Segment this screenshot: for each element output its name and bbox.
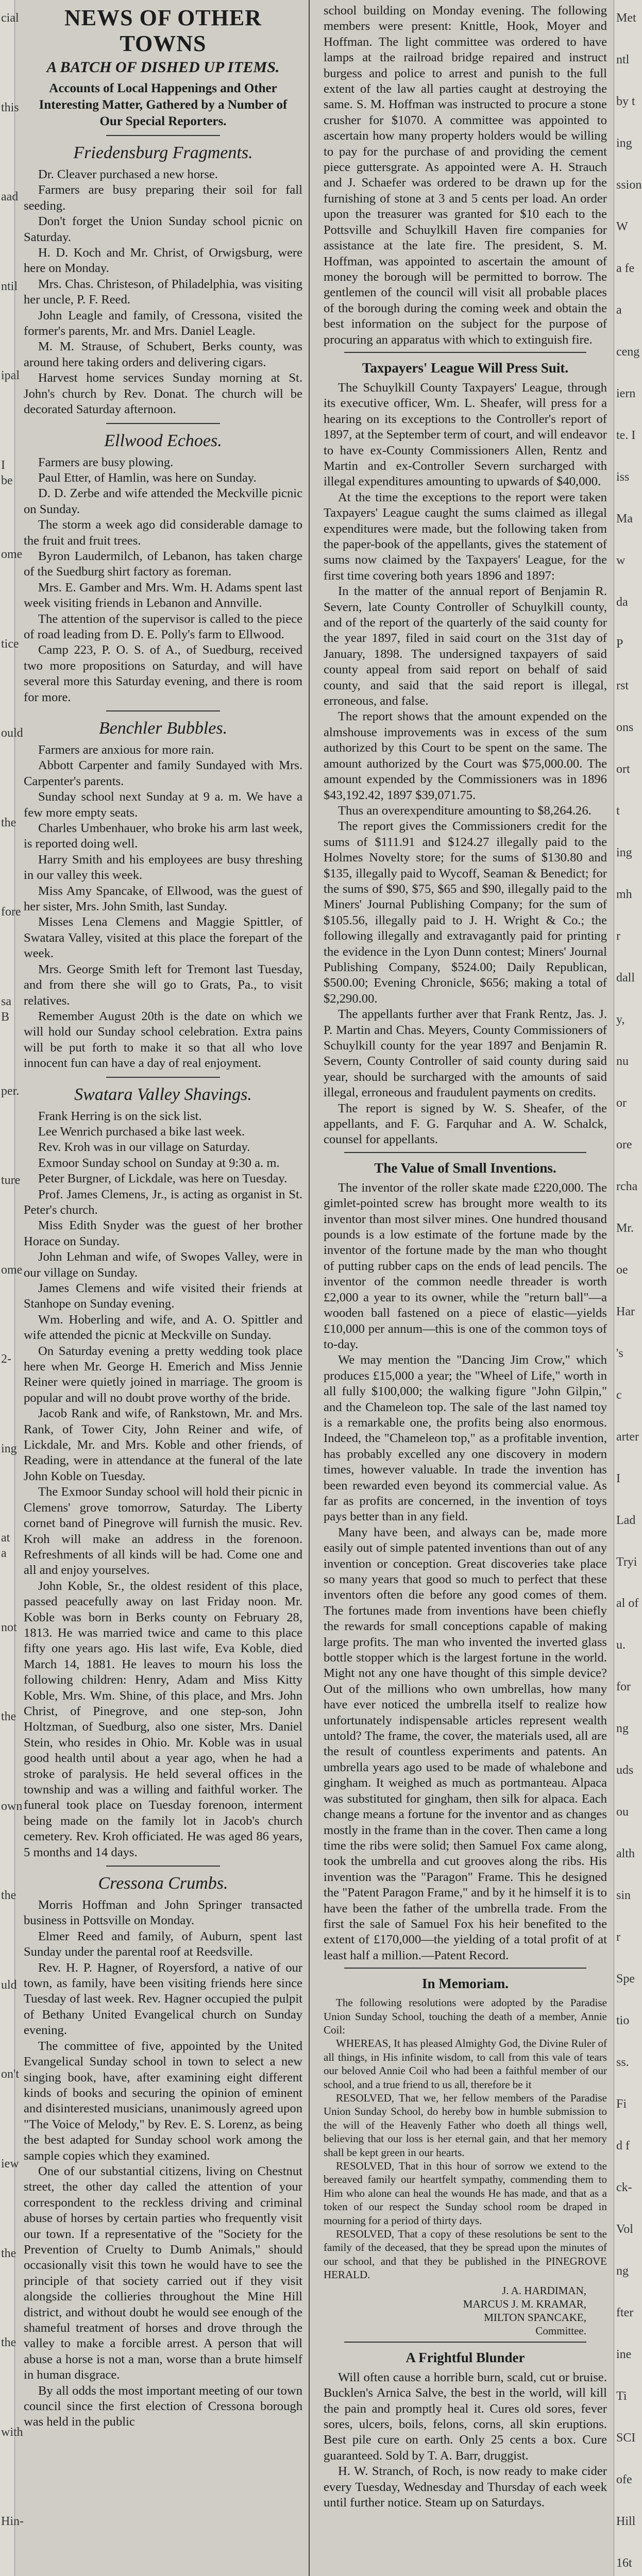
news-item: Harry Smith and his employees are busy threshing in our valley this week.	[24, 852, 302, 883]
news-item: Frank Herring is on the sick list.	[38, 1109, 202, 1123]
news-item: RESOLVED, That in this hour of sorrow we extend to the bereaved family our heartfelt sympathy, commending them to Him who alone can heal the wounds He has made, and that as a token of our respect the Sunday school room be draped in mourning for a period of thirty days.	[324, 2160, 607, 2227]
margin-fragment: Hill	[616, 2515, 636, 2528]
news-item: RESOLVED, That a copy of these resolutions be sent to the family of the deceased, that they be spread upon the minutes of our school, and that they be published in the PINEGROVE HERALD.	[324, 2228, 607, 2281]
right-margin-strip	[614, 0, 642, 2576]
section-title: Friedensburg Fragments.	[73, 143, 253, 162]
margin-fragment: Met	[616, 11, 636, 25]
margin-fragment: or	[616, 1096, 627, 1110]
margin-fragment: te. I	[616, 429, 636, 442]
section-title: Ellwood Echoes.	[104, 431, 222, 450]
news-item: Charles Umbenhauer, who broke his arm last week, is reported doing well.	[24, 821, 302, 851]
margin-fragment: Ma	[616, 512, 633, 526]
news-item: Rev. H. P. Hagner, of Royersford, a native of our town, as family, have been visiting friends here since Tuesday of last week. Rev. Hagner occupied the pulpit of Bethany United Evangelical church on Sunday evening.	[24, 1960, 302, 2038]
margin-fragment: own	[1, 1800, 23, 1813]
margin-fragment: a fe	[616, 262, 635, 275]
news-item: On Saturday evening a pretty wedding took place here when Mr. George H. Emerich and Miss Jennie Reiner were quietly joined in marriage. The groom is popular and will no doubt prove worthy of the bride.	[24, 1344, 302, 1405]
margin-fragment: uld	[1, 1978, 17, 1992]
news-item: The following resolutions were adopted by the Paradise Union Sunday School, touching the death of a member, Annie Coil:	[324, 1996, 607, 2036]
margin-fragment: for	[616, 1680, 631, 1693]
news-item: By all odds the most important meeting of our town council since the first election of Cressona borough was held in the public	[24, 2383, 302, 2429]
continued-paragraph: school building on Monday evening. The following members were present: Knittle, Hook, Moyer and Hoffman. The light committee was ordered to have lamps at the railroad bridge repaired and instruct burgess and police to arrest and punish to the full extent of the law all parties caught at destroying the same. S. M. Hoffman was instructed to procure a stone crusher for $1070. A committee was appointed to ascertain how many property holders would be willing to pay for the purchase of and providing the cement piece guttersgrate. As appointed were A. H. Strauch and J. Schaefer was ordered to be drawn up for the furnishing of stone at 3 and 5 cents per load. An order upon the treasurer was granted for $10 each to the Pottsville and Schuylkill Haven fire companies for assistance at the late fire. The president, S. M. Hoffman, was appointed to ascertain the amount of money the borough will be permitted to borrow. The gentlemen of the council will visit all probable places of the borough during the coming week and obtain the best information on the subject for the purpose of procuring an apparatus with which to extinguish fire.	[324, 4, 607, 347]
margin-fragment: by t	[616, 95, 635, 108]
margin-fragment: Mr.	[616, 1222, 634, 1235]
news-item: John Leagle and family, of Cressona, visited the former's parents, Mr. and Mrs. Daniel Leagle.	[24, 308, 302, 338]
masthead-title: NEWS OF OTHER TOWNS	[64, 5, 262, 56]
margin-fragment: ould	[1, 726, 23, 740]
divider	[106, 710, 220, 711]
margin-fragment: arter	[616, 1430, 639, 1444]
margin-fragment: tio	[616, 2014, 630, 2027]
divider	[106, 135, 220, 136]
masthead-subhead: A BATCH OF DISHED UP ITEMS.	[46, 59, 280, 76]
section-cressona	[24, 1874, 302, 2430]
divider	[106, 1077, 220, 1078]
news-item: Sunday school next Sunday at 9 a. m. We have a few more empty seats.	[24, 790, 302, 820]
margin-fragment: al of	[616, 1597, 639, 1610]
margin-fragment: d f	[616, 2139, 630, 2153]
news-item: Exmoor Sunday school on Sunday at 9:30 a. m.	[38, 1156, 280, 1170]
news-item: Elmer Reed and family, of Auburn, spent last Sunday under the parental roof at Reedsville.	[24, 1929, 302, 1959]
margin-fragment: da	[616, 596, 628, 609]
news-item: Peter Burgner, of Lickdale, was here on Tuesday.	[38, 1172, 288, 1186]
news-item: Abbott Carpenter and family Sundayed with Mrs. Carpenter's parents.	[24, 758, 302, 788]
margin-fragment: tice	[1, 637, 19, 651]
margin-fragment: iew	[1, 2157, 19, 2171]
margin-fragment: fter	[616, 2306, 634, 2319]
margin-fragment: ing	[616, 137, 632, 150]
news-item: The inventor of the roller skate made £220,000. The gimlet-pointed screw has brought more wealth to its inventor than most silver mines. One hundred thousand pounds is a low estimate of the fortune made by the inventor of the fortune made by the man who thought of putting rubber caps on the ends of lead pencils. The inventor of the common needle threader is worth £2,000 a year to its owner, while the "return ball"—a wooden ball fastened on a piece of elastic—yields £10,000 per annum—this is one of the common toys of to-day.	[324, 1180, 607, 1351]
news-item: Byron Laudermilch, of Lebanon, has taken charge of the Suedburg shirt factory as foreman.	[24, 549, 302, 579]
section-friedensburg	[24, 143, 302, 418]
article-body	[324, 2370, 607, 2511]
column-left	[19, 0, 310, 2576]
margin-fragment: ntil	[1, 280, 18, 293]
margin-fragment: SCI	[616, 2431, 636, 2445]
news-item: WHEREAS, It has pleased Almighty God, the Divine Ruler of all things, in His infinite wisdom, to call from this vale of tears our beloved Annie Coil who had been a faithful member of our school, and a true friend to us all, therefore be it	[324, 2037, 607, 2091]
margin-fragment: ing	[616, 846, 632, 859]
news-item: Farmers are busy plowing.	[38, 455, 174, 469]
section-items	[24, 742, 302, 1072]
margin-fragment: Lad	[616, 1514, 636, 1527]
news-item: Farmers are busy preparing their soil for fall seeding.	[24, 183, 302, 213]
news-item: Many have been, and always can be, made more easily out of simple patented inventions than out of any invention or conception. Great discoveries take place so many years that good so much to perfect that these inventors often die before any good comes of them. The fortunes made from inventions have been chiefly the rewards for small conceptions capable of making large profits. The man who invented the inverted glass bottle stopper which is the largest fortune in the world. Might not any one have thought of this simple device? Out of the millions who own umbrellas, how many have ever noticed the umbrella itself to realize how unfortunately indispensable articles represent wealth untold? The frame, the cover, the materials used, all are the result of countless experiments and patents. An umbrella years ago used to be made of whalebone and gingham. It weighed as much as portmanteau. Alpaca was substituted for gingham, then silk for alpaca. Each change means a fortune for the inventor and as changes mostly in the frame than in the cover. Then came a long time the ribs were solid; then Samuel Fox came along, took the umbrella and cut grooves along the ribs. His invention was the "Paragon" Frame. This he designed the "Patent Paragon Frame," and by it he himself it is to have been the father of the umbrella trade. From the first the sale of Samuel Fox his heir benefited to the extent of £170,000—the yielding of a total profit of at least half a million.—Patent Record.	[324, 1525, 607, 1962]
section-swatara	[24, 1085, 302, 1861]
article-title: In Memoriam.	[422, 1976, 509, 1992]
news-item: The appellants further aver that Frank Rentz, Jas. J. P. Martin and Chas. Meyers, County Commissioners of Schuylkill county for the year 1897 and Benjamin R. Severn, County Controller of said county during said year, should be surcharged with the amounts of said illegal, erroneous and fraudulent payments on credits.	[324, 1007, 607, 1100]
news-item: Dr. Cleaver purchased a new horse.	[38, 167, 218, 181]
margin-fragment: r	[616, 1930, 620, 1944]
margin-fragment: the	[1, 816, 16, 829]
news-item: Lee Wenrich purchased a bike last week.	[38, 1124, 245, 1139]
article-frightful-blunder	[324, 2350, 607, 2511]
margin-fragment: Ti	[616, 2389, 627, 2403]
news-item: The Schuylkill County Taxpayers' League, through its executive officer, Wm. L. Sheafer, will press for a hearing on its exceptions to the Controller's report of 1897, at the September term of court, and will endeavor to have ex-County Commissioners Allen, Rentz and Martin and ex-Controller Severn surcharged with illegal expenditures amounting to upwards of $40,000.	[324, 380, 607, 489]
margin-fragment: y,	[616, 1013, 625, 1026]
margin-fragment: Vol	[616, 2223, 633, 2236]
news-item: Rev. Kroh was in our village on Saturday.	[38, 1140, 250, 1155]
margin-fragment: ine	[616, 2348, 632, 2361]
news-item: In the matter of the annual report of Benjamin R. Severn, late County Controller of Schuylkill county, and of the report of the quarterly of the said county for the year 1897, filed in said court on the 31st day of January, 1898. The undersigned taxpayers of said county appeal from said report on behalf of said county, and said that the said report is illegal, erroneous, and false.	[324, 584, 607, 708]
margin-fragment: sin	[616, 1889, 631, 1902]
section-title: Swatara Valley Shavings.	[74, 1084, 252, 1104]
margin-fragment: dall	[616, 971, 635, 985]
margin-fragment: rcha	[616, 1180, 638, 1193]
margin-fragment: w	[616, 554, 626, 567]
masthead-deck: Accounts of Local Happenings and Other Interesting Matter, Gathered by a Number of Our Special Reporters.	[39, 81, 288, 128]
news-item: The storm a week ago did considerable damage to the fruit and fruit trees.	[24, 518, 302, 548]
margin-fragment: this	[1, 101, 19, 114]
margin-fragment: ng	[616, 1722, 629, 1735]
divider	[344, 1968, 586, 1969]
margin-fragment: sa B	[1, 995, 11, 1024]
margin-fragment: Spe	[616, 1972, 635, 1986]
margin-fragment: alth	[616, 1847, 635, 1860]
section-items	[24, 1897, 302, 2430]
margin-fragment: iern	[616, 387, 636, 400]
section-benchler	[24, 719, 302, 1072]
margin-fragment: I be	[1, 459, 13, 487]
margin-fragment: with	[1, 2426, 23, 2439]
margin-fragment: ck-	[616, 2181, 632, 2194]
committee-signatures: J. A. HARDIMAN, MARCUS J. M. KRAMAR, MILTON SPANCAKE, Committee.	[463, 2284, 586, 2337]
news-item: Camp 223, P. O. S. of A., of Suedburg, received two more propositions on Saturday, and will have several more this Saturday evening, and there is room for more.	[24, 643, 302, 704]
section-title: Benchler Bubbles.	[98, 719, 228, 738]
news-item: The committee of five, appointed by the United Evangelical Sunday school in town to select a new singing book, have, after examining eight different kinds of books and securing the opinion of eminent and disinterested musicians, unanimously agreed upon "The Voice of Melody," by Rev. E. S. Lorenz, as being the best adapted for Sunday school work among the sample copies which they examined.	[24, 2039, 302, 2163]
margin-fragment: ome	[1, 1263, 23, 1277]
news-item: Mrs. E. Gamber and Mrs. Wm. H. Adams spent last week visiting friends in Lebanon and Annville.	[24, 580, 302, 611]
article-body	[324, 1180, 607, 1963]
article-title: A Frightful Blunder	[406, 2349, 525, 2365]
margin-fragment: ome	[1, 548, 23, 561]
left-margin-strip	[0, 0, 24, 2576]
margin-fragment: 16t	[616, 2556, 632, 2570]
margin-fragment: rst	[616, 679, 629, 692]
news-item: Prof. James Clemens, Jr., is acting as organist in St. Peter's church.	[24, 1187, 302, 1217]
news-item: We may mention the "Dancing Jim Crow," which produces £15,000 a year; the "Wheel of Life," worth in all fully $100,000; the walking figure "John Gilpin," and the Chameleon top. The sale of the last named toy is a remarkable one, the profits being also enormous. Indeed, the "Chameleon top," as a profitable invention, has probably excelled any one discovery in modern times, however valuable. In trade the invention has been rewarded even beyond its commercial value. As far as profits are concerned, in the invention of toys pays better than in any field.	[324, 1353, 607, 1524]
margin-fragment: ort	[616, 762, 630, 776]
news-item: Mrs. George Smith left for Tremont last Tuesday, and from there she will go to Grats, Pa., to visit relatives.	[24, 962, 302, 1008]
margin-fragment: Hin-	[1, 2515, 24, 2528]
margin-fragment: Fi	[616, 2097, 627, 2111]
divider	[106, 423, 220, 424]
margin-fragment: the	[1, 1889, 16, 1902]
news-item: Remember August 20th is the date on which we will hold our Sunday school celebration. Extra pains will be put forth to make it so that all who love innocent fun can have a day of real enjoyment.	[24, 1009, 302, 1071]
margin-fragment: per.	[1, 1084, 20, 1098]
news-item: Will often cause a horrible burn, scald, cut or bruise. Bucklen's Arnica Salve, the best in the world, will kill the pain and promptly heal it. Cures old sores, fever sores, ulcers, boils, felons, corns, all skin eruptions. Best pile cure on earth. Only 25 cents a box. Cure guaranteed. Sold by T. A. Barr, druggist.	[324, 2370, 607, 2463]
margin-fragment: ture	[1, 1174, 21, 1187]
margin-fragment: ou	[616, 1805, 629, 1819]
news-item: D. D. Zerbe and wife attended the Meckville picnic on Sunday.	[24, 486, 302, 516]
margin-fragment: ons	[616, 721, 634, 734]
section-title: Cressona Crumbs.	[98, 1874, 228, 1893]
margin-fragment: uds	[616, 1764, 634, 1777]
article-small-inventions	[324, 1160, 607, 1963]
column-right	[317, 0, 612, 2576]
margin-fragment: nu	[616, 1055, 629, 1068]
news-item: James Clemens and wife visited their friends at Stanhope on Sunday evening.	[24, 1281, 302, 1311]
news-item: M. M. Strause, of Schubert, Berks county, was around here taking orders and delivering cigars.	[24, 340, 302, 369]
news-item: Farmers are anxious for more rain.	[38, 743, 214, 757]
margin-fragment: W	[616, 220, 628, 233]
margin-fragment: u.	[616, 1638, 626, 1652]
news-item: The report shows that the amount expended on the almshouse improvements was in excess of the sum authorized by this Court to be spent on the same. The amount authorized by the Court was $75,000.00. The amount expended by the Commissioners was in 1896 $43,192.42, 1897 $39,071.75.	[324, 709, 607, 802]
margin-fragment: P	[616, 637, 623, 651]
divider	[344, 352, 586, 353]
margin-fragment: a	[616, 303, 622, 317]
news-item: Morris Hoffman and John Springer transacted business in Pottsville on Monday.	[24, 1898, 302, 1928]
margin-fragment: r	[616, 929, 620, 943]
margin-fragment: iss	[616, 470, 630, 484]
section-items	[24, 455, 302, 706]
divider	[344, 1152, 586, 1153]
margin-fragment: cial	[1, 11, 19, 25]
margin-fragment: ntl	[616, 53, 630, 66]
section-items	[24, 167, 302, 418]
article-title: The Value of Small Inventions.	[374, 1160, 556, 1176]
news-item: The report is signed by W. S. Sheafer, of the appellants, and F. G. Farquhar and A. W. Schalck, counsel for appellants.	[324, 1101, 607, 1147]
margin-fragment: at a	[1, 1531, 10, 1560]
margin-fragment: t	[616, 804, 620, 818]
margin-fragment: ipal	[1, 369, 20, 382]
news-item: The attention of the supervisor is called to the piece of road leading from D. E. Polly's farm to Ellwood.	[24, 612, 302, 641]
margin-fragment: ofe	[616, 2473, 632, 2486]
margin-fragment: c	[616, 1388, 622, 1402]
margin-fragment: ore	[616, 1138, 632, 1151]
margin-fragment: oe	[616, 1263, 628, 1277]
news-item: H. D. Koch and Mr. Christ, of Orwigsburg, were here on Monday.	[24, 246, 302, 276]
margin-fragment: ss.	[616, 2056, 629, 2069]
article-taxpayers	[324, 360, 607, 1148]
news-item: John Lehman and wife, of Swopes Valley, were in our village on Sunday.	[24, 1250, 302, 1280]
article-in-memoriam	[324, 1976, 607, 2337]
news-item: Don't forget the Union Sunday school picnic on Saturday.	[24, 214, 302, 244]
margin-fragment: fore	[1, 905, 21, 919]
divider	[344, 2342, 586, 2343]
news-item: The Exmoor Sunday school will hold their picnic in Clemens' grove tomorrow, Saturday. The Liberty cornet band of Pinegrove will furnish the music. Rev. Kroh will make an address in the forenoon. Refreshments of all kinds will be had. Come one and all and enjoy yourselves.	[24, 1485, 302, 1578]
section-items	[24, 1109, 302, 1861]
news-item: At the time the exceptions to the report were taken Taxpayers' League caught the sums claimed as illegal expenditures were made, but the following taken from the paper-book of the appellants, gives the statement of sums now claimed by the Taxpayers' League, for the first time covering both years 1896 and 1897:	[324, 490, 607, 583]
news-item: One of our substantial citizens, living on Chestnut street, the other day called the attention of your correspondent to the reckless driving and criminal abuse of horses by certain parties who frequently visit our town. If a representative of the "Society for the Prevention of Cruelty to Dumb Animals," should occasionally visit this town he would have to see the principle of that society carried out if they visit alongside the collieries throughout the Mine Hill district, and without doubt he would see enough of the shameful treatment of horses and drove through the valley to make a forcible arrest. A person that will abuse a horse is not a man, worse than a brute himself in human disgrace.	[24, 2164, 302, 2382]
news-item: Harvest home services Sunday morning at St. John's church by Rev. Donat. The church will be decorated Saturday afternoon.	[24, 371, 302, 417]
news-item: RESOLVED, That we, her fellow members of the Paradise Union Sunday School, do hereby bow in humble submission to the will of the Heavenly Father who doeth all things well, believing that our loss is her eternal gain, and that her memory shall be kept green in our hearts.	[324, 2092, 607, 2159]
section-ellwood	[24, 431, 302, 706]
news-item: Miss Edith Snyder was the guest of her brother Horace on Sunday.	[24, 1218, 302, 1248]
article-title: Taxpayers' League Will Press Suit.	[362, 360, 569, 376]
margin-fragment: Tryi	[616, 1555, 637, 1569]
margin-fragment: the	[1, 2247, 16, 2260]
news-item: John Koble, Sr., the oldest resident of this place, passed peacefully away on last Friday noon. Mr. Koble was born in Berks county on February 28, 1813. He was married twice and came to this place fifty one years ago. His last wife, Eva Koble, died March 14, 1881. He leaves to mourn his loss the following children: Henry, Adam and Miss Kitty Koble, Mrs. Wm. Shine, of this place, and Mrs. John Christ, of Pinegrove, and one step-son, John Holtzman, of Suedburg, also one sister, Mrs. Daniel Stein, who resides in Ohio. Mr. Koble was in usual good health until about a year ago, when he had a stroke of paralysis. He held several offices in the township and was a willing and faithful worker. The funeral took place on Tuesday forenoon, interment being made on the family lot in Jacob's church cemetery. Rev. Kroh officiated. He was aged 86 years, 5 months and 14 days.	[24, 1579, 302, 1859]
margin-fragment: the	[1, 1710, 16, 1723]
margin-fragment: not	[1, 1621, 17, 1634]
news-item: Thus an overexpenditure amounting to $8,264.26.	[338, 803, 592, 818]
news-item: Wm. Hoberling and wife, and A. O. Spittler and wife attended the picnic at Meckville on Sunday.	[24, 1312, 302, 1343]
margin-fragment: 's	[616, 1347, 623, 1360]
margin-fragment: I	[616, 1472, 620, 1485]
article-body	[324, 380, 607, 1148]
margin-fragment: ssion	[616, 178, 642, 192]
margin-fragment: ceng	[616, 345, 640, 359]
margin-fragment: mh	[616, 888, 632, 901]
margin-fragment: ing	[1, 1442, 17, 1455]
news-item: Mrs. Chas. Christeson, of Philadelphia, was visiting her uncle, P. F. Reed.	[24, 277, 302, 307]
news-item: Misses Lena Clemens and Maggie Spittler, of Swatara Valley, visited at this place the forepart of the week.	[24, 915, 302, 961]
news-item: Paul Etter, of Hamlin, was here on Sunday.	[38, 470, 257, 485]
margin-fragment: the	[1, 2336, 16, 2349]
margin-fragment: ng	[616, 2264, 629, 2278]
news-item: Miss Amy Spancake, of Ellwood, was the guest of her sister, Mrs. John Smith, last Sunday.	[24, 884, 302, 914]
news-item: The report gives the Commissioners credit for the sums of $111.91 and $124.27 illegally paid to the Holmes Novelty store; for the sums of $130.80 and $135, illegally paid to Wycoff, Seaman & Benedict; for the sums of $90, $75, $65 and $90, illegally paid to the Miners' Journal Publishing Company; for the sum of $105.56, illegally paid to J. H. Wright & Co.; the following illegally and extravagantly paid for printing the evidence in the Lyon Dunn contest; Miners' Journal Publishing Company, $524.00; Daily Republican, $500.00; Evening Chronicle, $656; making a total of $2,290.00.	[324, 819, 607, 1006]
margin-fragment: Har	[616, 1305, 635, 1318]
divider	[106, 1866, 220, 1867]
margin-fragment: aad	[1, 190, 19, 204]
margin-fragment: 2-	[1, 1352, 11, 1366]
news-item: H. W. Stranch, of Roch, is now ready to make cider every Tuesday, Wednesday and Thursday of each week until further notice. Steam up on Saturdays.	[324, 2464, 607, 2510]
article-body	[324, 1996, 607, 2282]
news-item: Jacob Rank and wife, of Rankstown, Mr. and Mrs. Rank, of Tower City, John Reiner and wife, of Lickdale, Mr. and Mrs. Koble and other friends, of Reading, were in attendance at the funeral of the late John Koble on Tuesday.	[24, 1406, 302, 1483]
margin-fragment: on't	[1, 2067, 19, 2081]
